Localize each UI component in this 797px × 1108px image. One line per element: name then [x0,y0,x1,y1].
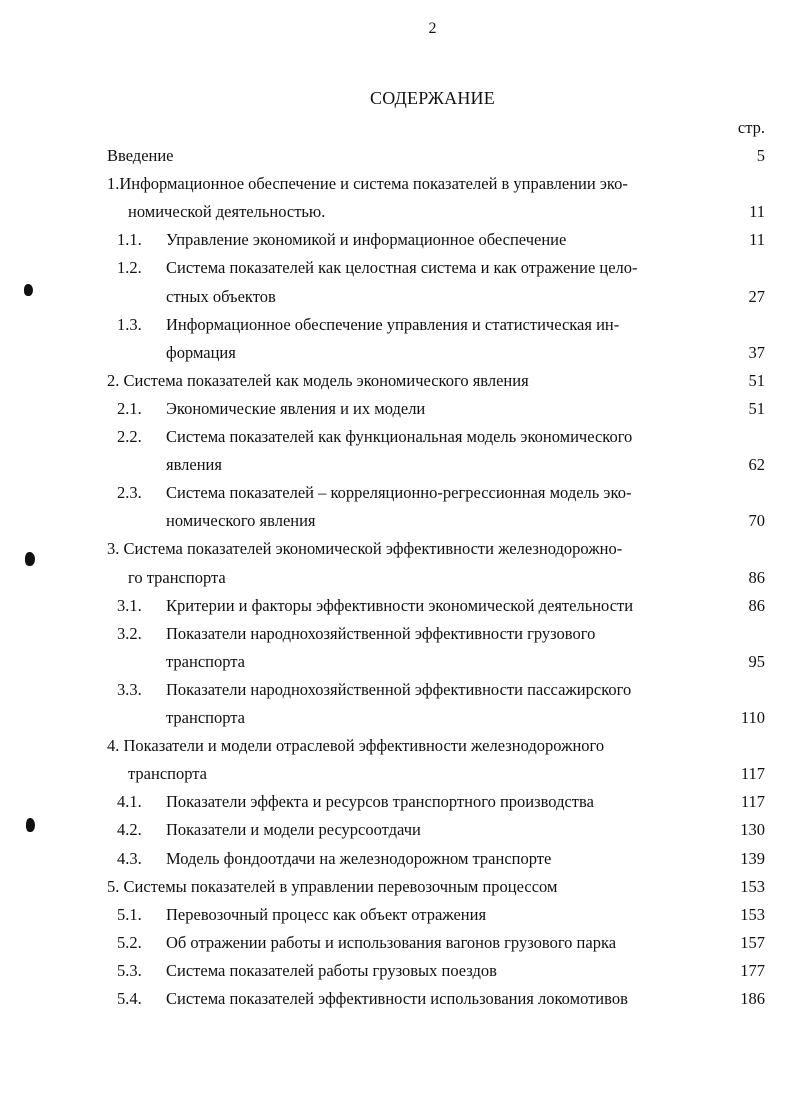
toc-entry-text: 2. Система показателей как модель экономического явления [107,370,529,390]
toc-entry-text: Система показателей – корреляционно-регрессионная модель эко- [166,483,632,503]
toc-entry-number: 4.3. [117,848,142,868]
page-title: СОДЕРЖАНИЕ [370,88,495,108]
toc-entry-page: 70 [748,511,765,531]
toc-entry-page: 51 [748,370,765,390]
toc-entry-text: Показатели эффекта и ресурсов транспортного производства [166,792,594,812]
toc-entry-page: 27 [748,286,765,306]
toc-entry-text: Показатели народнохозяйственной эффективности пассажирского [166,679,632,699]
toc-entry-text: 3. Система показателей экономической эффективности железнодорожно- [107,539,623,559]
toc-entry-text: Перевозочный процесс как объект отражения [166,904,487,924]
toc-entry-number: 5.2. [117,932,142,952]
toc-entry-number: 4.1. [117,792,142,812]
toc-entry-page: 110 [740,708,765,727]
toc-entry-number: 1.2. [117,258,142,278]
toc-entry-number: 5.1. [117,904,142,924]
toc-entry-number: 2.3. [117,483,142,503]
toc-entry-page: 62 [748,455,765,475]
toc-entry-text: Показатели и модели ресурсоотдачи [166,820,421,840]
toc-entry-text: Система показателей работы грузовых поездов [166,960,497,980]
toc-entry-page: 177 [740,960,765,980]
binder-mark [24,284,33,296]
toc-entry-text: Система показателей как функциональная модель экономического [166,427,633,446]
binder-mark [26,818,35,832]
toc-entry-text: Введение [107,146,174,165]
toc-entry-number: 2.1. [117,398,142,418]
toc-entry-page: 153 [740,904,765,924]
toc-entry-number: 5.4. [117,989,142,1008]
toc-entry-text: 1.Информационное обеспечение и система показателей в управлении эко- [107,174,628,194]
toc-entry-page: 117 [740,792,765,812]
toc-entry-text: стных объектов [166,286,276,306]
toc-entry-text: Экономические явления и их модели [166,398,426,418]
toc-entry-page: 95 [748,651,765,671]
toc-entry-page: 37 [748,342,765,362]
toc-entry-text: Показатели народнохозяйственной эффективности грузового [166,623,596,643]
toc-entry-number: 3.3. [117,679,142,699]
toc-entry-page: 117 [740,764,765,784]
toc-entry-page: 130 [740,820,765,840]
toc-entry-text: транспорта [128,764,207,784]
toc-entry-number: 4.2. [117,820,142,840]
toc-entry-page: 153 [740,876,765,896]
toc-entry-page: 5 [756,146,765,165]
toc-entry-page: 11 [749,202,765,222]
toc-entry-text: явления [166,455,222,475]
toc-entry-text: Система показателей как целостная система и как отражение цело- [166,258,638,278]
toc-entry-page: 51 [748,398,765,418]
toc-entry-text: Модель фондоотдачи на железнодорожном транспорте [166,848,552,868]
toc-entry-text: Об отражении работы и использования вагонов грузового парка [166,932,617,952]
binder-mark [25,552,35,566]
toc-entry-text: транспорта [166,708,245,727]
toc-entry-number: 1.3. [117,314,142,334]
toc-entry-page: 11 [749,230,765,250]
page-column-label: стр. [737,118,765,137]
toc-entry-text: транспорта [166,651,245,671]
toc-entry-number: 1.1. [117,230,142,250]
toc-entry-text: Информационное обеспечение управления и статистическая ин- [166,314,620,334]
page-number: 2 [428,20,437,37]
toc-entry-text: номической деятельностью. [128,202,326,222]
toc-entry-text: 5. Системы показателей в управлении перевозочным процессом [107,876,558,896]
toc-entry-page: 86 [748,567,765,587]
toc-entry-number: 3.2. [117,623,142,643]
toc-entry-number: 2.2. [117,427,142,446]
toc-entry-page: 86 [748,595,765,615]
toc-entry-page: 186 [740,989,765,1008]
toc-entry-number: 3.1. [117,595,142,615]
toc-entry-text: номического явления [166,511,316,531]
toc-entry-page: 139 [740,848,765,868]
toc-entry-text: Система показателей эффективности использования локомотивов [166,989,628,1008]
toc-entry-number: 5.3. [117,960,142,980]
toc-entry-page: 157 [740,932,765,952]
toc-entry-text: Критерии и факторы эффективности экономической деятельности [166,595,634,615]
toc-entry-text: го транспорта [128,567,226,587]
toc-entry-text: Управление экономикой и информационное обеспечение [166,230,567,250]
toc-entry-text: формация [166,342,236,362]
toc-entry-text: 4. Показатели и модели отраслевой эффективности железнодорожного [107,736,605,756]
